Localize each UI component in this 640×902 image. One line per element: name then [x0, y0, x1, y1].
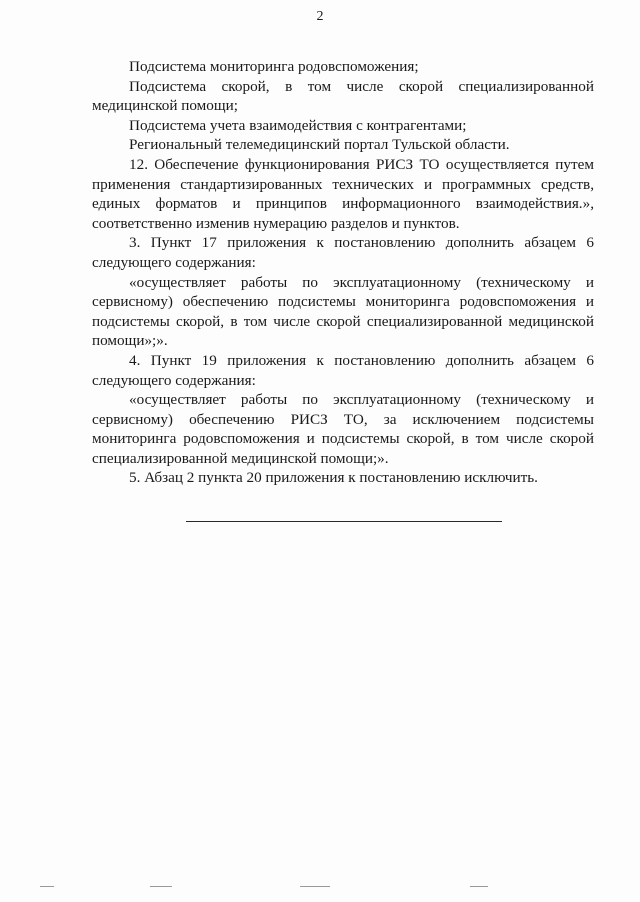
- scan-artifact: [40, 886, 54, 887]
- paragraph-subsystem-obstetrics: Подсистема мониторинга родовспоможения;: [129, 58, 419, 75]
- page-number: 2: [316, 9, 324, 24]
- paragraph-item-12: 12. Обеспечение функционирования РИСЗ ТО осуществляется путем применения стандартизированных технических и программных средств, единых форматов и принципов информационного взаимодействия.», соответственно изменив нумерацию разделов и пунктов.: [92, 155, 594, 232]
- paragraph-amendment-4-quote: «осуществляет работы по эксплуатационному (техническому и сервисному) обеспечению РИСЗ ТО, за исключением подсистемы мониторинга родовспоможения и подсистемы скорой, в том числе скорой специализированной медицинской помощи;».: [92, 391, 594, 467]
- paragraph-amendment-5: 5. Абзац 2 пункта 20 приложения к постановлению исключить.: [129, 469, 538, 487]
- paragraph-amendment-4: 4. Пункт 19 приложения к постановлению дополнить абзацем 6 следующего содержания:: [92, 351, 594, 389]
- paragraph-amendment-3-quote: «осуществляет работы по эксплуатационному (техническому и сервисному) обеспечению подсистемы мониторинга родовспоможения и подсистемы скорой, в том числе скорой специализированной медицинской помощи»;».: [92, 273, 594, 350]
- scan-artifact: [150, 886, 172, 887]
- end-separator-line: [186, 521, 502, 522]
- paragraph-subsystem-ambulance: Подсистема скорой, в том числе скорой специализированной медицинской помощи;: [92, 77, 594, 115]
- scan-artifact: [300, 886, 330, 887]
- paragraph-amendment-3: 3. Пункт 17 приложения к постановлению дополнить абзацем 6 следующего содержания:: [92, 234, 594, 271]
- scan-artifact: [470, 886, 488, 887]
- paragraph-subsystem-contractors: Подсистема учета взаимодействия с контрагентами;: [129, 116, 467, 134]
- paragraph-telemedicine-portal: Региональный телемедицинский портал Тульской области.: [129, 136, 510, 154]
- document-body: [92, 57, 594, 488]
